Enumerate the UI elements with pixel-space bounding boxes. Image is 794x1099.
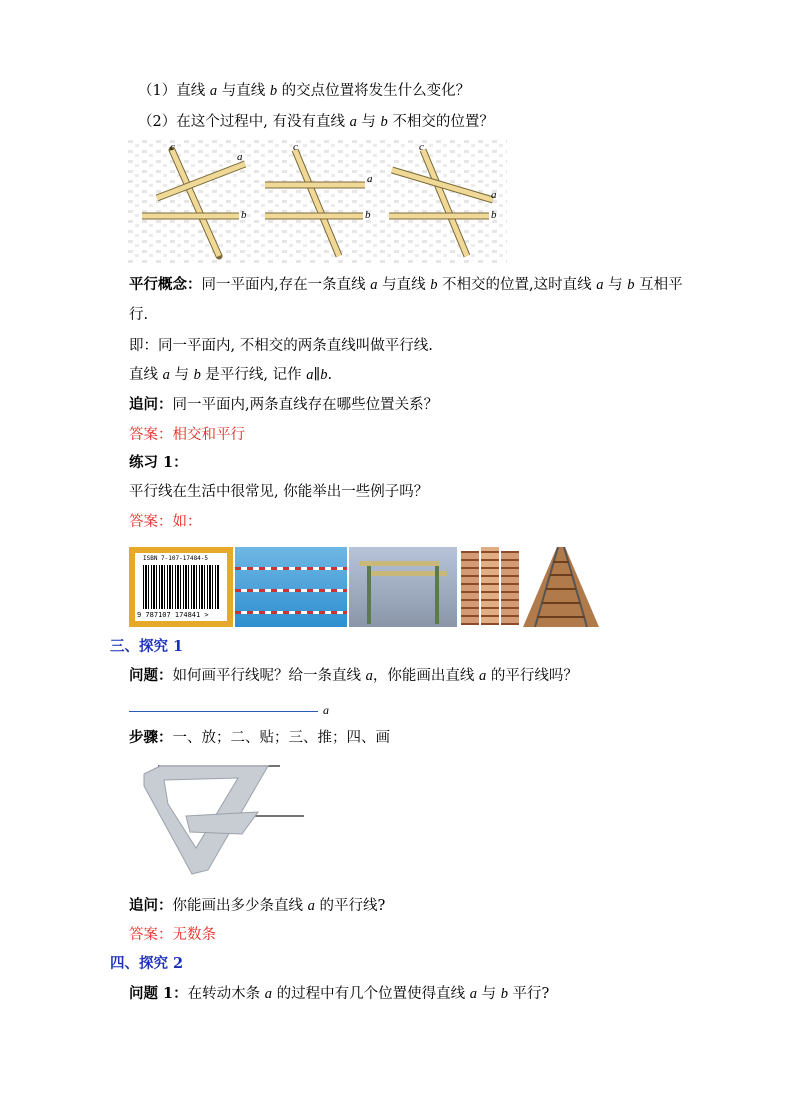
folding-screen-image	[459, 547, 521, 627]
follow-up-2: 追问：你能画出多少条直线 a 的平行线?	[129, 897, 386, 914]
label-c: c	[170, 141, 175, 153]
problem: 问题：如何画平行线呢？给一条直线 a，你能画出直线 a 的平行线吗？	[129, 667, 578, 684]
swimming-pool-image	[235, 547, 347, 627]
given-line-a	[129, 711, 318, 712]
parallel-concept: 平行概念：同一平面内,存在一条直线 a 与直线 b 不相交的位置,这时直线 a 与 b 互相平	[129, 276, 683, 293]
given-line-label: a	[323, 703, 329, 717]
exercise-1-text: 平行线在生活中很常见, 你能举出一些例子吗？	[129, 484, 429, 500]
question-2: （2）在这个过程中, 有没有直线 a 与 b 不相交的位置？	[138, 114, 494, 130]
section-4-heading: 四、探究 2	[110, 955, 184, 972]
railway-track-image	[523, 547, 599, 627]
answer-2: 答案：如：	[129, 514, 202, 530]
answer-3: 答案：无数条	[129, 927, 216, 943]
barcode-image: ISBN 7-107-17484-5 9 787107 174841 >	[129, 547, 233, 627]
section-3-heading: 三、探究 1	[110, 638, 184, 655]
steps: 步骤：一、放；二、贴；三、推；四、画	[129, 729, 390, 746]
label-a: a	[237, 151, 243, 163]
exercise-1-title: 练习 1：	[129, 454, 188, 471]
svg-text:c: c	[419, 141, 424, 153]
parallel-concept-cont: 行.	[129, 307, 149, 323]
svg-text:a: a	[491, 189, 497, 201]
rotating-sticks-figure	[127, 138, 507, 264]
answer-1: 答案：相交和平行	[129, 427, 245, 443]
label-b: b	[241, 209, 247, 221]
definition: 即：同一平面内, 不相交的两条直线叫做平行线.	[129, 338, 433, 354]
notation: 直线 a 与 b 是平行线, 记作 a∥b.	[129, 367, 333, 383]
set-square-figure	[138, 760, 308, 876]
svg-text:a: a	[367, 173, 373, 185]
problem-1: 问题 1：在转动木条 a 的过程中有几个位置使得直线 a 与 b 平行?	[129, 985, 550, 1002]
question-1: （1）直线 a 与直线 b 的交点位置将发生什么变化？	[138, 83, 471, 99]
follow-up-1: 追问：同一平面内,两条直线存在哪些位置关系？	[129, 396, 439, 413]
svg-text:b: b	[365, 209, 371, 221]
svg-text:b: b	[491, 209, 497, 221]
svg-text:c: c	[293, 141, 298, 153]
parallel-bars-image	[349, 547, 457, 627]
